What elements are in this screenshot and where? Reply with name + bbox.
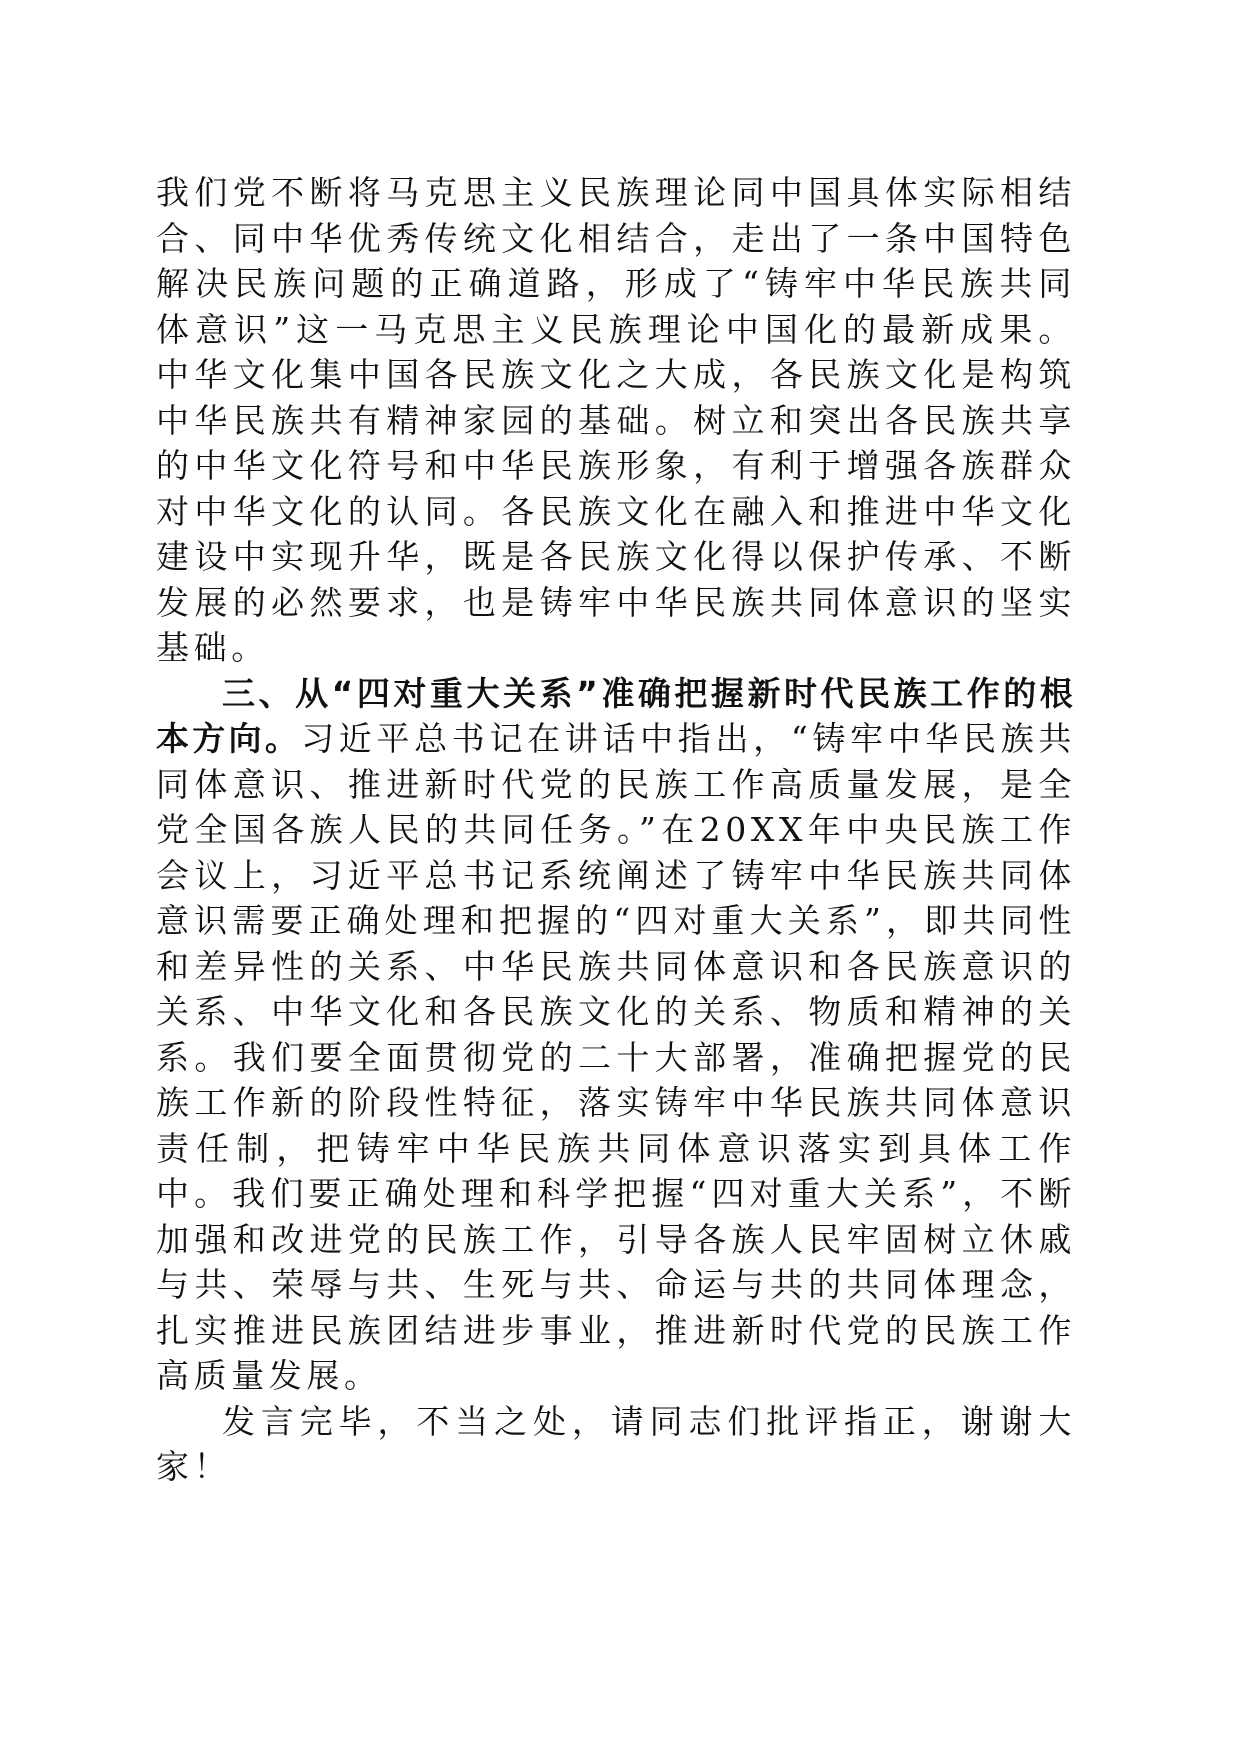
document-body bbox=[156, 170, 1076, 1490]
paragraph-section-3 bbox=[156, 671, 1076, 1399]
section-3-heading: 三、从“四对重大关系”准确把握新时代民族工作的根本方向。 bbox=[156, 673, 1076, 758]
paragraph-continuation: 我们党不断将马克思主义民族理论同中国具体实际相结合、同中华优秀传统文化相结合，走出了一条中国特色解决民族问题的正确道路，形成了“铸牢中华民族共同体意识”这一马克思主义民族理论中国化的最新成果。中华文化集中国各民族文化之大成，各民族文化是构筑中华民族共有精神家园的基础。树立和突出各民族共享的中华文化符号和中华民族形象，有利于增强各族群众对中华文化的认同。各民族文化在融入和推进中华文化建设中实现升华，既是各民族文化得以保护传承、不断发展的必然要求，也是铸牢中华民族共同体意识的坚实基础。 bbox=[156, 173, 1076, 667]
paragraph-closing: 发言完毕，不当之处，请同志们批评指正，谢谢大家！ bbox=[156, 1401, 1076, 1486]
section-3-body: 习近平总书记在讲话中指出，“铸牢中华民族共同体意识、推进新时代党的民族工作高质量发展，是全党全国各族人民的共同任务。”在20XX年中央民族工作会议上，习近平总书记系统阐述了铸牢中华民族共同体意识需要正确处理和把握的“四对重大关系”，即共同性和差异性的关系、中华民族共同体意识和各民族意识的关系、中华文化和各民族文化的关系、物质和精神的关系。我们要全面贯彻党的二十大部署，准确把握党的民族工作新的阶段性特征，落实铸牢中华民族共同体意识责任制，把铸牢中华民族共同体意识落实到具体工作中。我们要正确处理和科学把握“四对重大关系”，不断加强和改进党的民族工作，引导各族人民牢固树立休戚与共、荣辱与共、生死与共、命运与共的共同体理念，扎实推进民族团结进步事业，推进新时代党的民族工作高质量发展。 bbox=[156, 719, 1076, 1395]
